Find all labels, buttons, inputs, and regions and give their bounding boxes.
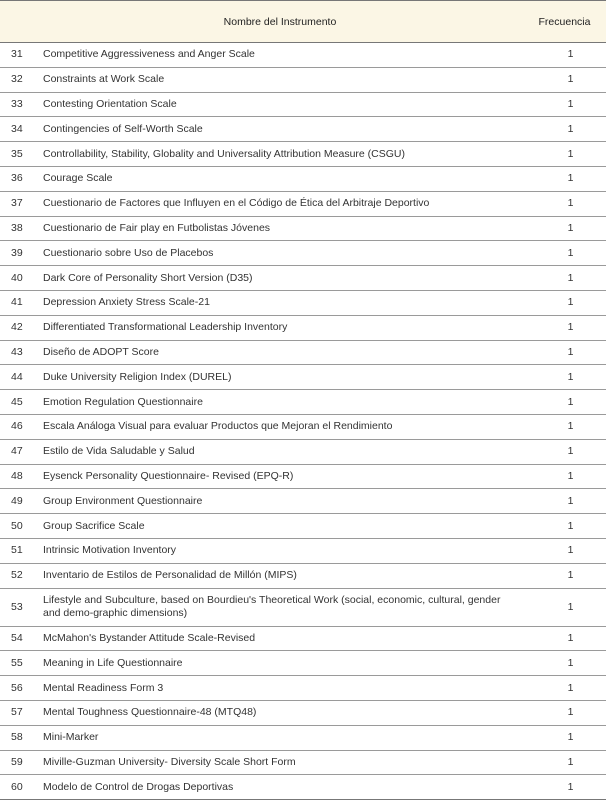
row-instrument-name: Emotion Regulation Questionnaire (37, 390, 523, 415)
table-row (0, 340, 606, 365)
row-number: 40 (0, 266, 37, 291)
row-frequency: 1 (523, 390, 606, 415)
table-row (0, 241, 606, 266)
table-row (0, 365, 606, 390)
row-instrument-name: Miville-Guzman University- Diversity Scale Short Form (37, 750, 523, 775)
table-row (0, 489, 606, 514)
row-number: 32 (0, 67, 37, 92)
row-frequency: 1 (523, 340, 606, 365)
table-row (0, 390, 606, 415)
table-row (0, 514, 606, 539)
row-instrument-name: Cuestionario de Factores que Influyen en el Código de Ética del Arbitraje Deportivo (37, 191, 523, 216)
row-frequency: 1 (523, 241, 606, 266)
row-number: 59 (0, 750, 37, 775)
row-frequency: 1 (523, 775, 606, 800)
row-number: 33 (0, 92, 37, 117)
row-frequency: 1 (523, 489, 606, 514)
row-number: 31 (0, 43, 37, 68)
row-instrument-name: Inventario de Estilos de Personalidad de Millón (MIPS) (37, 563, 523, 588)
row-number: 45 (0, 390, 37, 415)
row-number: 35 (0, 142, 37, 167)
row-number: 58 (0, 725, 37, 750)
row-frequency: 1 (523, 725, 606, 750)
table-header-row (0, 1, 606, 43)
row-number: 48 (0, 464, 37, 489)
row-instrument-name: Group Environment Questionnaire (37, 489, 523, 514)
table-row (0, 67, 606, 92)
row-number: 41 (0, 290, 37, 315)
table-row (0, 92, 606, 117)
row-instrument-name: Escala Análoga Visual para evaluar Productos que Mejoran el Rendimiento (37, 414, 523, 439)
row-number: 52 (0, 563, 37, 588)
table-row (0, 414, 606, 439)
row-frequency: 1 (523, 216, 606, 241)
row-instrument-name: Dark Core of Personality Short Version (D35) (37, 266, 523, 291)
row-frequency: 1 (523, 588, 606, 626)
row-frequency: 1 (523, 315, 606, 340)
table-row (0, 725, 606, 750)
row-frequency: 1 (523, 191, 606, 216)
row-instrument-name: Mental Toughness Questionnaire-48 (MTQ48) (37, 700, 523, 725)
row-number: 54 (0, 626, 37, 651)
row-frequency: 1 (523, 676, 606, 701)
row-frequency: 1 (523, 651, 606, 676)
table-row (0, 588, 606, 626)
row-number: 47 (0, 439, 37, 464)
table-row (0, 142, 606, 167)
table-row (0, 676, 606, 701)
row-number: 38 (0, 216, 37, 241)
row-frequency: 1 (523, 514, 606, 539)
row-instrument-name: Competitive Aggressiveness and Anger Scale (37, 43, 523, 68)
table-row (0, 775, 606, 800)
row-frequency: 1 (523, 266, 606, 291)
row-frequency: 1 (523, 750, 606, 775)
row-instrument-name: Cuestionario sobre Uso de Placebos (37, 241, 523, 266)
table-row (0, 290, 606, 315)
row-instrument-name: Lifestyle and Subculture, based on Bourdieu's Theoretical Work (social, economic, cultural, gender and demo-graphic dimensions) (37, 588, 523, 626)
row-instrument-name: Contesting Orientation Scale (37, 92, 523, 117)
row-number: 51 (0, 538, 37, 563)
table-row (0, 117, 606, 142)
table-row (0, 43, 606, 68)
header-instrument-name: Nombre del Instrumento (37, 1, 523, 43)
row-frequency: 1 (523, 166, 606, 191)
row-number: 60 (0, 775, 37, 800)
row-instrument-name: Mini-Marker (37, 725, 523, 750)
row-instrument-name: Controllability, Stability, Globality and Universality Attribution Measure (CSGU) (37, 142, 523, 167)
table-body (0, 43, 606, 800)
row-frequency: 1 (523, 414, 606, 439)
row-number: 57 (0, 700, 37, 725)
table-row (0, 750, 606, 775)
row-instrument-name: Duke University Religion Index (DUREL) (37, 365, 523, 390)
row-instrument-name: Meaning in Life Questionnaire (37, 651, 523, 676)
table-row (0, 651, 606, 676)
row-number: 55 (0, 651, 37, 676)
row-instrument-name: Courage Scale (37, 166, 523, 191)
row-frequency: 1 (523, 538, 606, 563)
row-number: 36 (0, 166, 37, 191)
header-frequency: Frecuencia (523, 1, 606, 43)
table-row (0, 216, 606, 241)
row-number: 46 (0, 414, 37, 439)
row-frequency: 1 (523, 43, 606, 68)
table-row (0, 464, 606, 489)
row-instrument-name: Cuestionario de Fair play en Futbolistas Jóvenes (37, 216, 523, 241)
table-row (0, 538, 606, 563)
row-number: 39 (0, 241, 37, 266)
row-instrument-name: Estilo de Vida Saludable y Salud (37, 439, 523, 464)
row-frequency: 1 (523, 67, 606, 92)
table-row (0, 439, 606, 464)
row-instrument-name: Eysenck Personality Questionnaire- Revised (EPQ-R) (37, 464, 523, 489)
row-number: 53 (0, 588, 37, 626)
row-number: 56 (0, 676, 37, 701)
row-number: 34 (0, 117, 37, 142)
row-frequency: 1 (523, 142, 606, 167)
row-instrument-name: McMahon's Bystander Attitude Scale-Revised (37, 626, 523, 651)
row-instrument-name: Group Sacrifice Scale (37, 514, 523, 539)
row-number: 50 (0, 514, 37, 539)
row-frequency: 1 (523, 92, 606, 117)
table-row (0, 191, 606, 216)
row-instrument-name: Modelo de Control de Drogas Deportivas (37, 775, 523, 800)
row-instrument-name: Mental Readiness Form 3 (37, 676, 523, 701)
row-frequency: 1 (523, 700, 606, 725)
row-frequency: 1 (523, 365, 606, 390)
row-number: 43 (0, 340, 37, 365)
row-number: 42 (0, 315, 37, 340)
row-frequency: 1 (523, 117, 606, 142)
row-instrument-name: Diseño de ADOPT Score (37, 340, 523, 365)
table-row (0, 266, 606, 291)
row-frequency: 1 (523, 563, 606, 588)
row-frequency: 1 (523, 464, 606, 489)
row-number: 37 (0, 191, 37, 216)
row-instrument-name: Contingencies of Self-Worth Scale (37, 117, 523, 142)
header-number (0, 1, 37, 43)
table-row (0, 166, 606, 191)
row-instrument-name: Differentiated Transformational Leadership Inventory (37, 315, 523, 340)
row-number: 44 (0, 365, 37, 390)
row-instrument-name: Depression Anxiety Stress Scale-21 (37, 290, 523, 315)
table-row (0, 563, 606, 588)
table-row (0, 626, 606, 651)
row-frequency: 1 (523, 290, 606, 315)
row-instrument-name: Constraints at Work Scale (37, 67, 523, 92)
row-number: 49 (0, 489, 37, 514)
row-frequency: 1 (523, 439, 606, 464)
row-instrument-name: Intrinsic Motivation Inventory (37, 538, 523, 563)
table-row (0, 315, 606, 340)
row-frequency: 1 (523, 626, 606, 651)
table-row (0, 700, 606, 725)
